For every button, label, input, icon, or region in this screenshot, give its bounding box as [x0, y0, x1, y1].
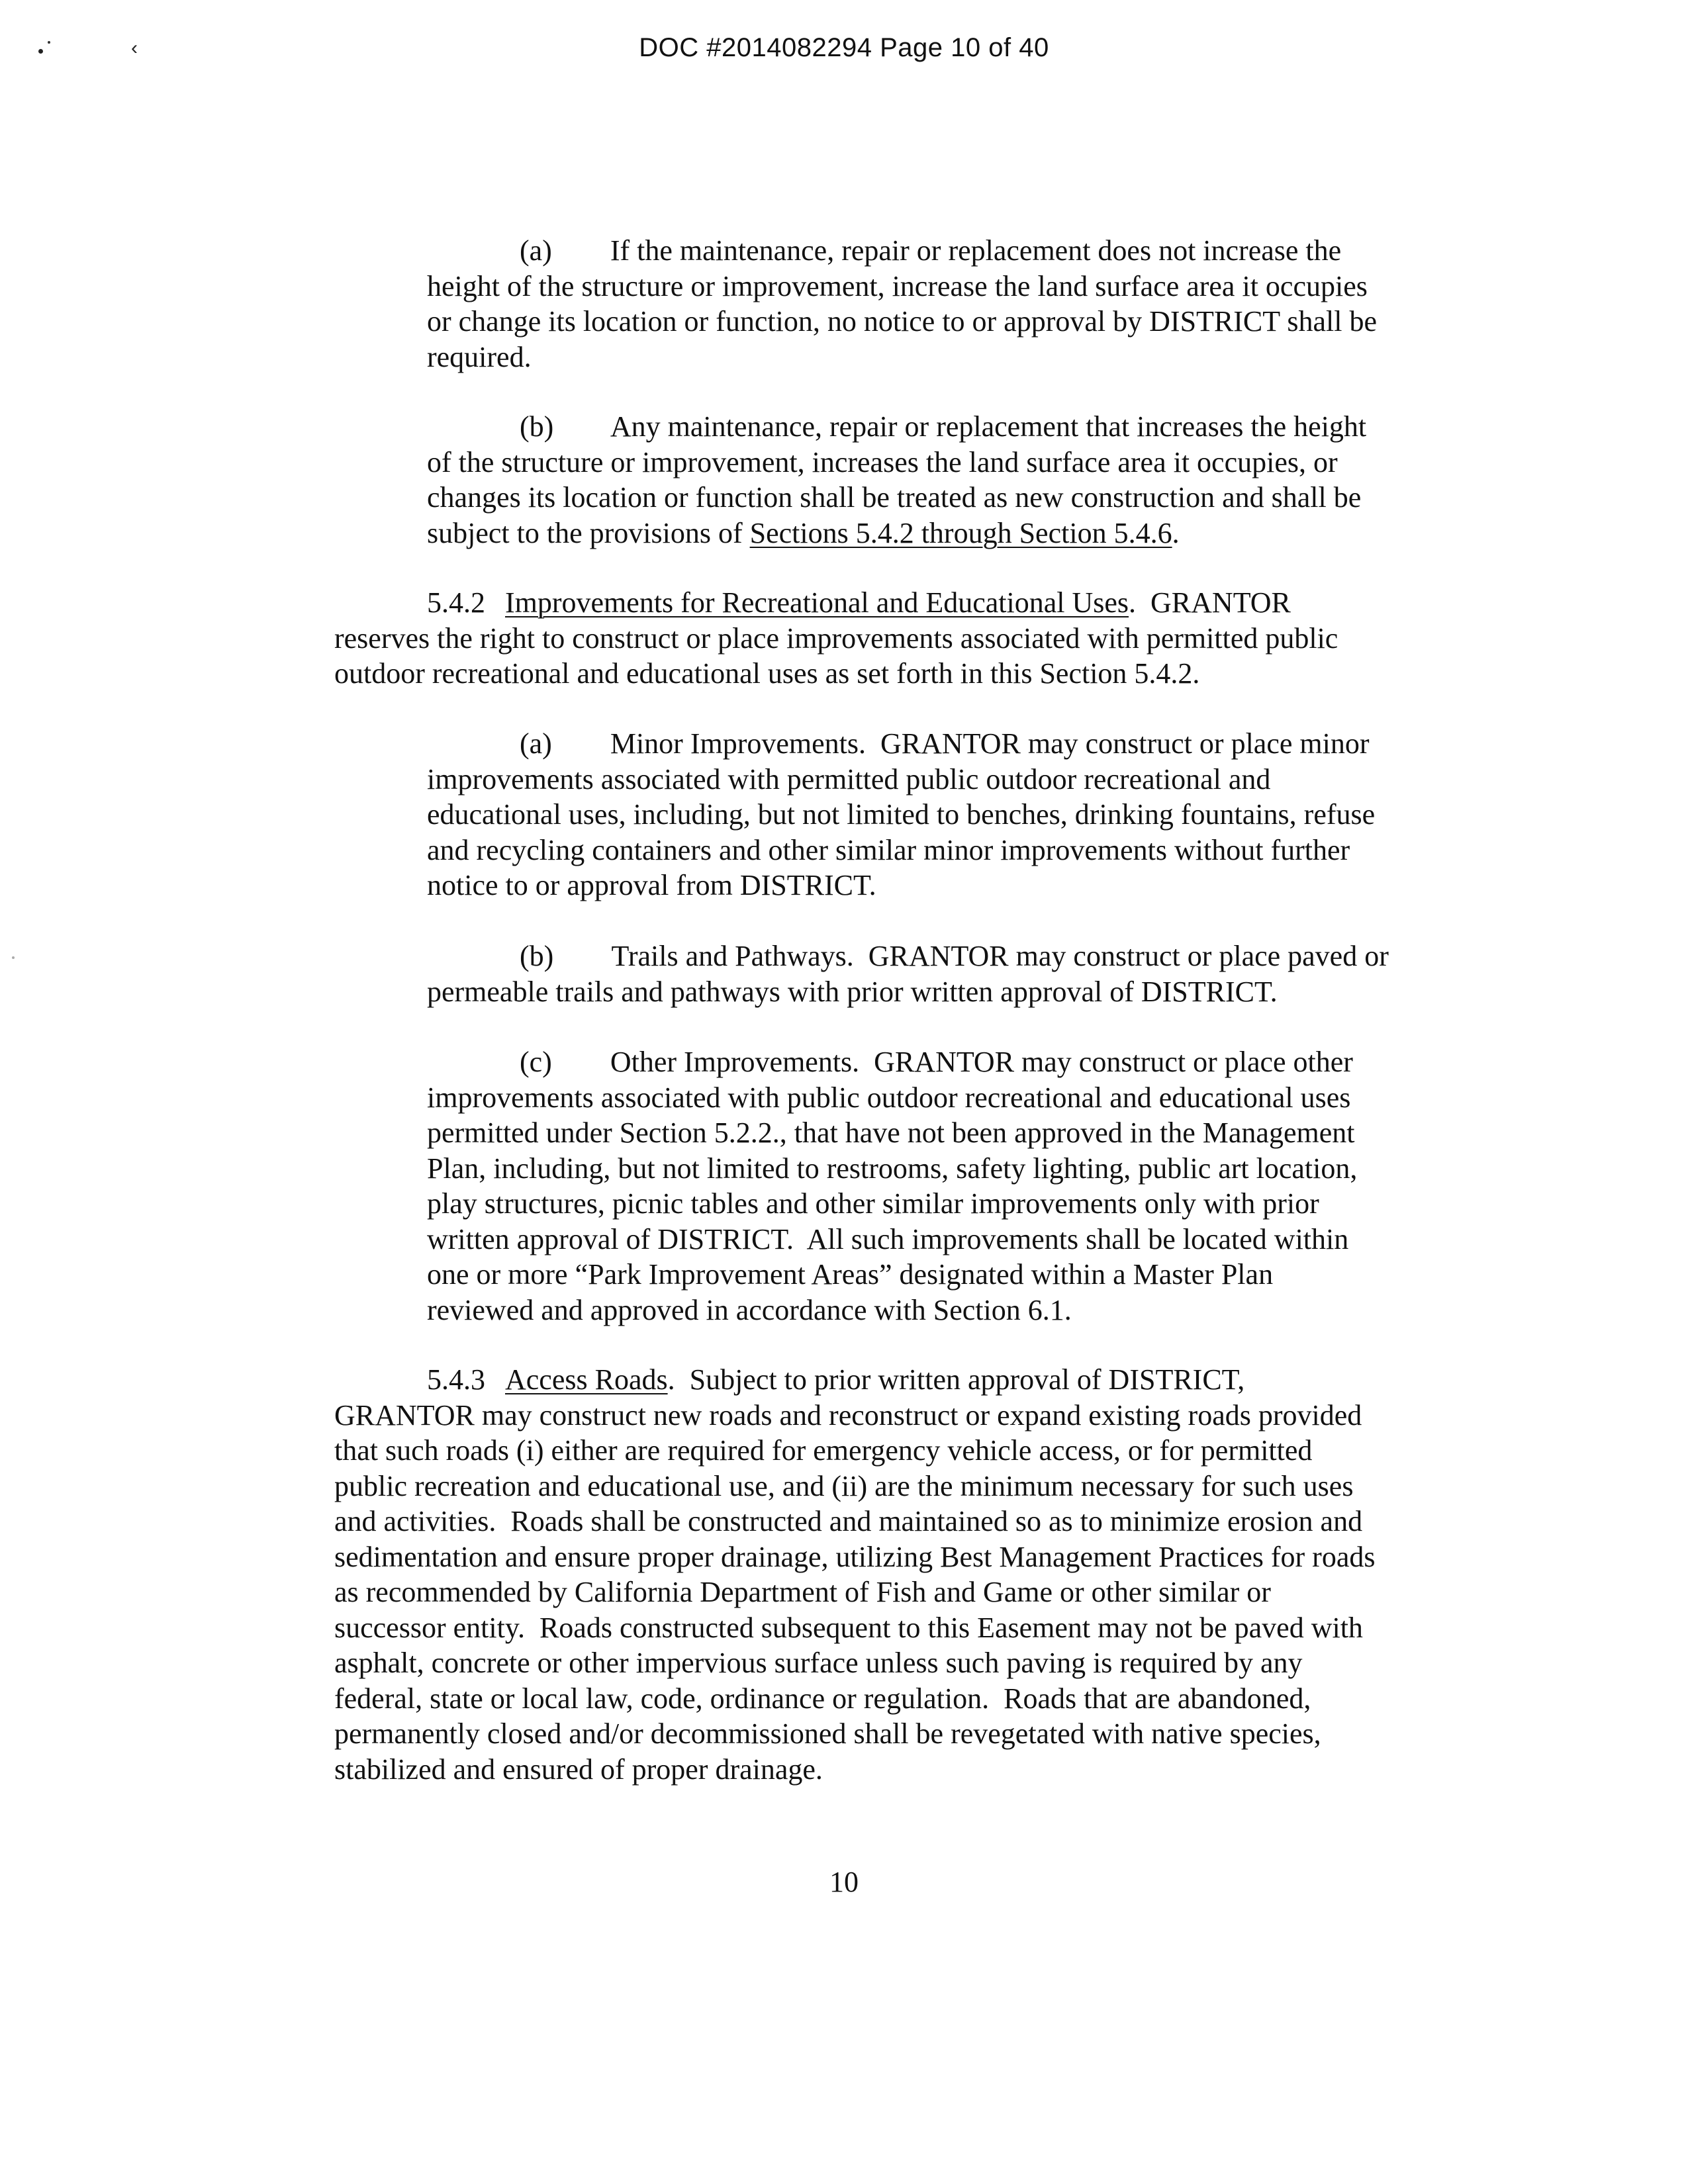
- text-line: play structures, picnic tables and other similar improvements only with prior: [427, 1187, 1319, 1220]
- text-line: or change its location or function, no notice to or approval by DISTRICT shall be: [427, 305, 1377, 338]
- text-line: of the structure or improvement, increases the land surface area it occupies, or: [427, 445, 1338, 478]
- scan-glyph: ‹: [131, 37, 138, 59]
- section-number: 5.4.3: [427, 1363, 485, 1396]
- text-line: improvements associated with permitted public outdoor recreational and: [427, 762, 1271, 796]
- paragraph-5-4-3: [334, 1362, 1375, 1787]
- text-line: (c) Other Improvements. GRANTOR may construct or place other: [520, 1046, 1353, 1078]
- paragraph-5-4-2-c: [427, 1044, 1357, 1328]
- text-line: permanently closed and/or decommissioned shall be revegetated with native species,: [334, 1717, 1321, 1750]
- text-line: (a) If the maintenance, repair or replacement does not increase the: [520, 234, 1342, 267]
- text-line: Plan, including, but not limited to restrooms, safety lighting, public art location,: [427, 1152, 1358, 1185]
- text-line: height of the structure or improvement, increase the land surface area it occupies: [427, 269, 1368, 302]
- text-line: notice to or approval from DISTRICT.: [427, 869, 876, 901]
- text-segment: . Subject to prior written approval of DISTRICT,: [667, 1363, 1245, 1396]
- text-line: changes its location or function shall be treated as new construction and shall be: [427, 481, 1362, 514]
- text-line: successor entity. Roads constructed subsequent to this Easement may not be paved with: [334, 1611, 1363, 1644]
- text-line: [334, 585, 1338, 621]
- section-number: 5.4.2: [427, 586, 485, 619]
- text-line: written approval of DISTRICT. All such improvements shall be located within: [427, 1222, 1349, 1255]
- text-line: that such roads (i) either are required for emergency vehicle access, or for permitted: [334, 1434, 1313, 1467]
- paragraph-5-4-2-b: [427, 938, 1389, 1009]
- text-line: improvements associated with public outdoor recreational and educational uses: [427, 1081, 1351, 1114]
- scan-speck: [12, 956, 15, 959]
- paragraph-5-4-2: [334, 585, 1338, 692]
- text-line: permitted under Section 5.2.2., that have not been approved in the Management: [427, 1116, 1355, 1149]
- paragraph-5-4-2-a: [427, 726, 1375, 903]
- text-line: asphalt, concrete or other impervious surface unless such paving is required by any: [334, 1647, 1303, 1679]
- text-line: reviewed and approved in accordance with Section 6.1.: [427, 1293, 1072, 1326]
- text-line: sedimentation and ensure proper drainage, utilizing Best Management Practices for roads: [334, 1540, 1376, 1573]
- text-line: GRANTOR may construct new roads and reconstruct or expand existing roads provided: [334, 1398, 1362, 1432]
- page-number: 10: [829, 1866, 859, 1898]
- text-segment: subject to the provisions of: [427, 516, 750, 549]
- paragraph-5-4-1-b: [427, 409, 1366, 551]
- section-heading: Improvements for Recreational and Educational Uses: [505, 586, 1129, 619]
- text-line: [334, 1362, 1375, 1398]
- text-line: (b) Trails and Pathways. GRANTOR may construct or place paved or: [520, 940, 1389, 972]
- text-line: federal, state or local law, code, ordinance or regulation. Roads that are abandoned,: [334, 1682, 1311, 1715]
- document-header: DOC #2014082294 Page 10 of 40: [639, 33, 1049, 62]
- text-line: outdoor recreational and educational uses as set forth in this Section 5.4.2.: [334, 657, 1200, 690]
- text-line: and activities. Roads shall be constructed and maintained so as to minimize erosion and: [334, 1505, 1363, 1537]
- text-line: permeable trails and pathways with prior written approval of DISTRICT.: [427, 975, 1278, 1008]
- text-line: as recommended by California Department of Fish and Game or other similar or: [334, 1576, 1271, 1608]
- text-line: public recreation and educational use, and (ii) are the minimum necessary for such uses: [334, 1469, 1354, 1502]
- text-line: reserves the right to construct or place improvements associated with permitted public: [334, 621, 1338, 655]
- paragraph-5-4-1-a: [427, 233, 1377, 375]
- text-line: and recycling containers and other similar minor improvements without further: [427, 833, 1350, 866]
- text-segment: . GRANTOR: [1129, 586, 1291, 619]
- text-line: stabilized and ensured of proper drainage.: [334, 1752, 823, 1786]
- text-segment: .: [1172, 516, 1180, 549]
- text-line: one or more “Park Improvement Areas” designated within a Master Plan: [427, 1258, 1274, 1291]
- section-heading: Access Roads: [505, 1363, 668, 1396]
- text-line: (b) Any maintenance, repair or replacement that increases the height: [520, 410, 1367, 443]
- text-line: required.: [427, 340, 532, 373]
- text-line: (a) Minor Improvements. GRANTOR may construct or place minor: [520, 727, 1370, 760]
- text-line: [427, 516, 1366, 551]
- section-reference-link[interactable]: Sections 5.4.2 through Section 5.4.6: [749, 516, 1172, 549]
- text-line: educational uses, including, but not limited to benches, drinking fountains, refuse: [427, 798, 1376, 831]
